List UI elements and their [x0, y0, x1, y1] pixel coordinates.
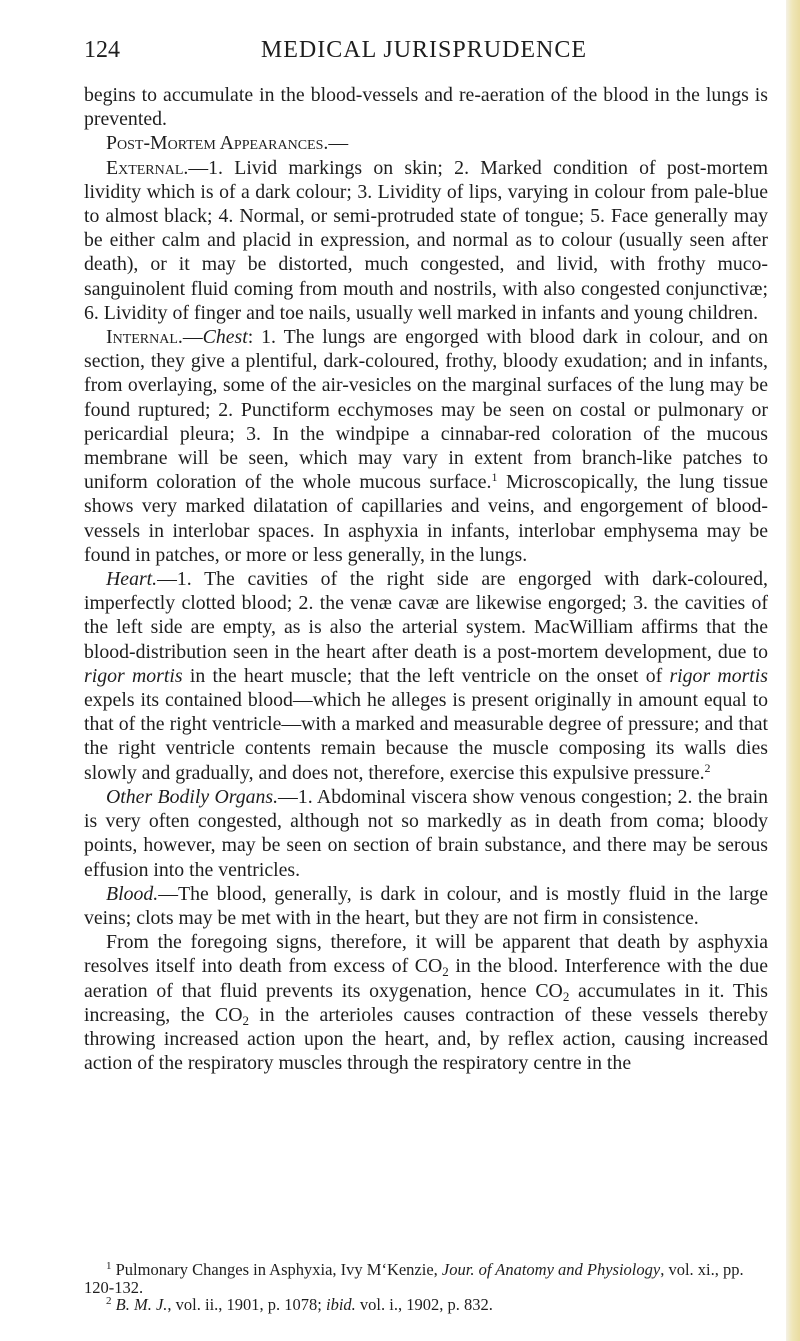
paragraph-blood: Blood.—The blood, generally, is dark in colour, and is mostly fluid in the large veins; clots may be met with in the heart, but they are not firm in consistence. [84, 882, 768, 929]
paragraph-heart: Heart.—1. The cavities of the right side are engorged with dark-coloured, imperfectly clotted blood; 2. the venæ cavæ are likewise engorged; 3. the cavities of the left side are empty, as is also the arterial system. MacWilliam affirms that the blood-distribution seen in the heart after death is a post-mortem development, due to rigor mortis in the heart muscle; that the left ventricle on the onset of rigor mortis expels its contained blood—which he alleges is present originally in amount equal to that of the right ventricle—with a marked and measurable degree of pressure; and that the right ventricle contents remain because the muscle composing its walls dies slowly and gradually, and does not, therefore, exercise this expulsive pressure.$^2$ [84, 568, 768, 784]
paragraph-external: External.—1. Livid markings on skin; 2. Marked condition of post-mortem lividity which is of a dark colour; 3. Lividity of lips, varying in colour from pale-blue to almost black; 4. Normal, or semi-protruded state of tongue; 5. Face generally may be either calm and placid in expression, and normal as to colour (usually seen after death), or it may be distorted, much congested, and livid, with frothy muco-sanguinolent fluid coming from mouth and nostrils, with also congested conjunctivæ; 6. Lividity of finger and toe nails, usually well marked in infants and young children. [84, 156, 768, 324]
footnotes [84, 1261, 768, 1314]
body-text [84, 83, 768, 1075]
page-number: 124 [84, 37, 120, 63]
running-header [84, 37, 764, 67]
footnote-ref-1: 1 [491, 470, 498, 485]
paragraph-conclusion: From the foregoing signs, therefore, it will be apparent that death by asphyxia resolves itself into death from excess of $CO_2$ in the blood. Interference with the due aeration of that fluid prevents its oxygenation, hence $CO_2$ accumulates in it. This increasing, the $CO_2$ in the arterioles causes contraction of these vessels thereby throwing increased action upon the heart, and, by reflex action, causing increased action of the respiratory muscles through the respiratory centre in the [84, 931, 769, 1075]
running-title: MEDICAL JURISPRUDENCE [260, 37, 588, 63]
footnote-1: $^1$ Pulmonary Changes in Asphyxia, Ivy M‘Kenzie, Jour. of Anatomy and Physiology, vol. xi., pp. 120-132. [84, 1260, 744, 1297]
footnote-ref-2: 2 [704, 760, 711, 775]
page-edge [786, 0, 800, 1341]
other-organs-label: Other Bodily Organs. [106, 785, 279, 808]
post-mortem-heading: Post-Mortem Appearances.— [106, 132, 349, 155]
blood-label: Blood. [106, 882, 159, 905]
paragraph-internal-chest: Internal.—Chest: 1. The lungs are engorged with blood dark in colour, and on section, they give a plentiful, dark-coloured, frothy, bloody exudation; and in infants, from overlaying, some of the air-vesicles on the marginal surfaces of the lung may be found ruptured; 2. Punctiform ecchymoses may be seen on costal or pulmonary or pericardial pleura; 3. In the windpipe a cinnabar-red coloration of the mucous membrane will be seen, which may vary in extent from branch-like patches to uniform coloration of the whole mucous surface.$^1$ Microscopically, the lung tissue shows very marked dilatation of capillaries and veins, and engorgement of blood-vessels in interlobar spaces. In asphyxia in infants, interlobar emphysema may be found in patches, or more or less generally, in the lungs. [84, 326, 769, 566]
external-label: External. [106, 156, 189, 179]
internal-label: Internal. [106, 326, 183, 349]
footnote-2: $^2$ B. M. J., vol. ii., 1901, p. 1078; ibid. vol. i., 1902, p. 832. [106, 1295, 493, 1314]
chest-label: Chest [202, 326, 248, 349]
heart-label: Heart. [106, 568, 158, 591]
paragraph-intro: begins to accumulate in the blood-vessels and re-aeration of the blood in the lungs is prevented. [84, 84, 768, 131]
paragraph-other-organs: Other Bodily Organs.—1. Abdominal viscera show venous congestion; 2. the brain is very often congested, although not so markedly as in death from coma; bloody points, however, may be seen on section of brain substance, and there may be serous effusion into the ventricles. [84, 785, 768, 881]
